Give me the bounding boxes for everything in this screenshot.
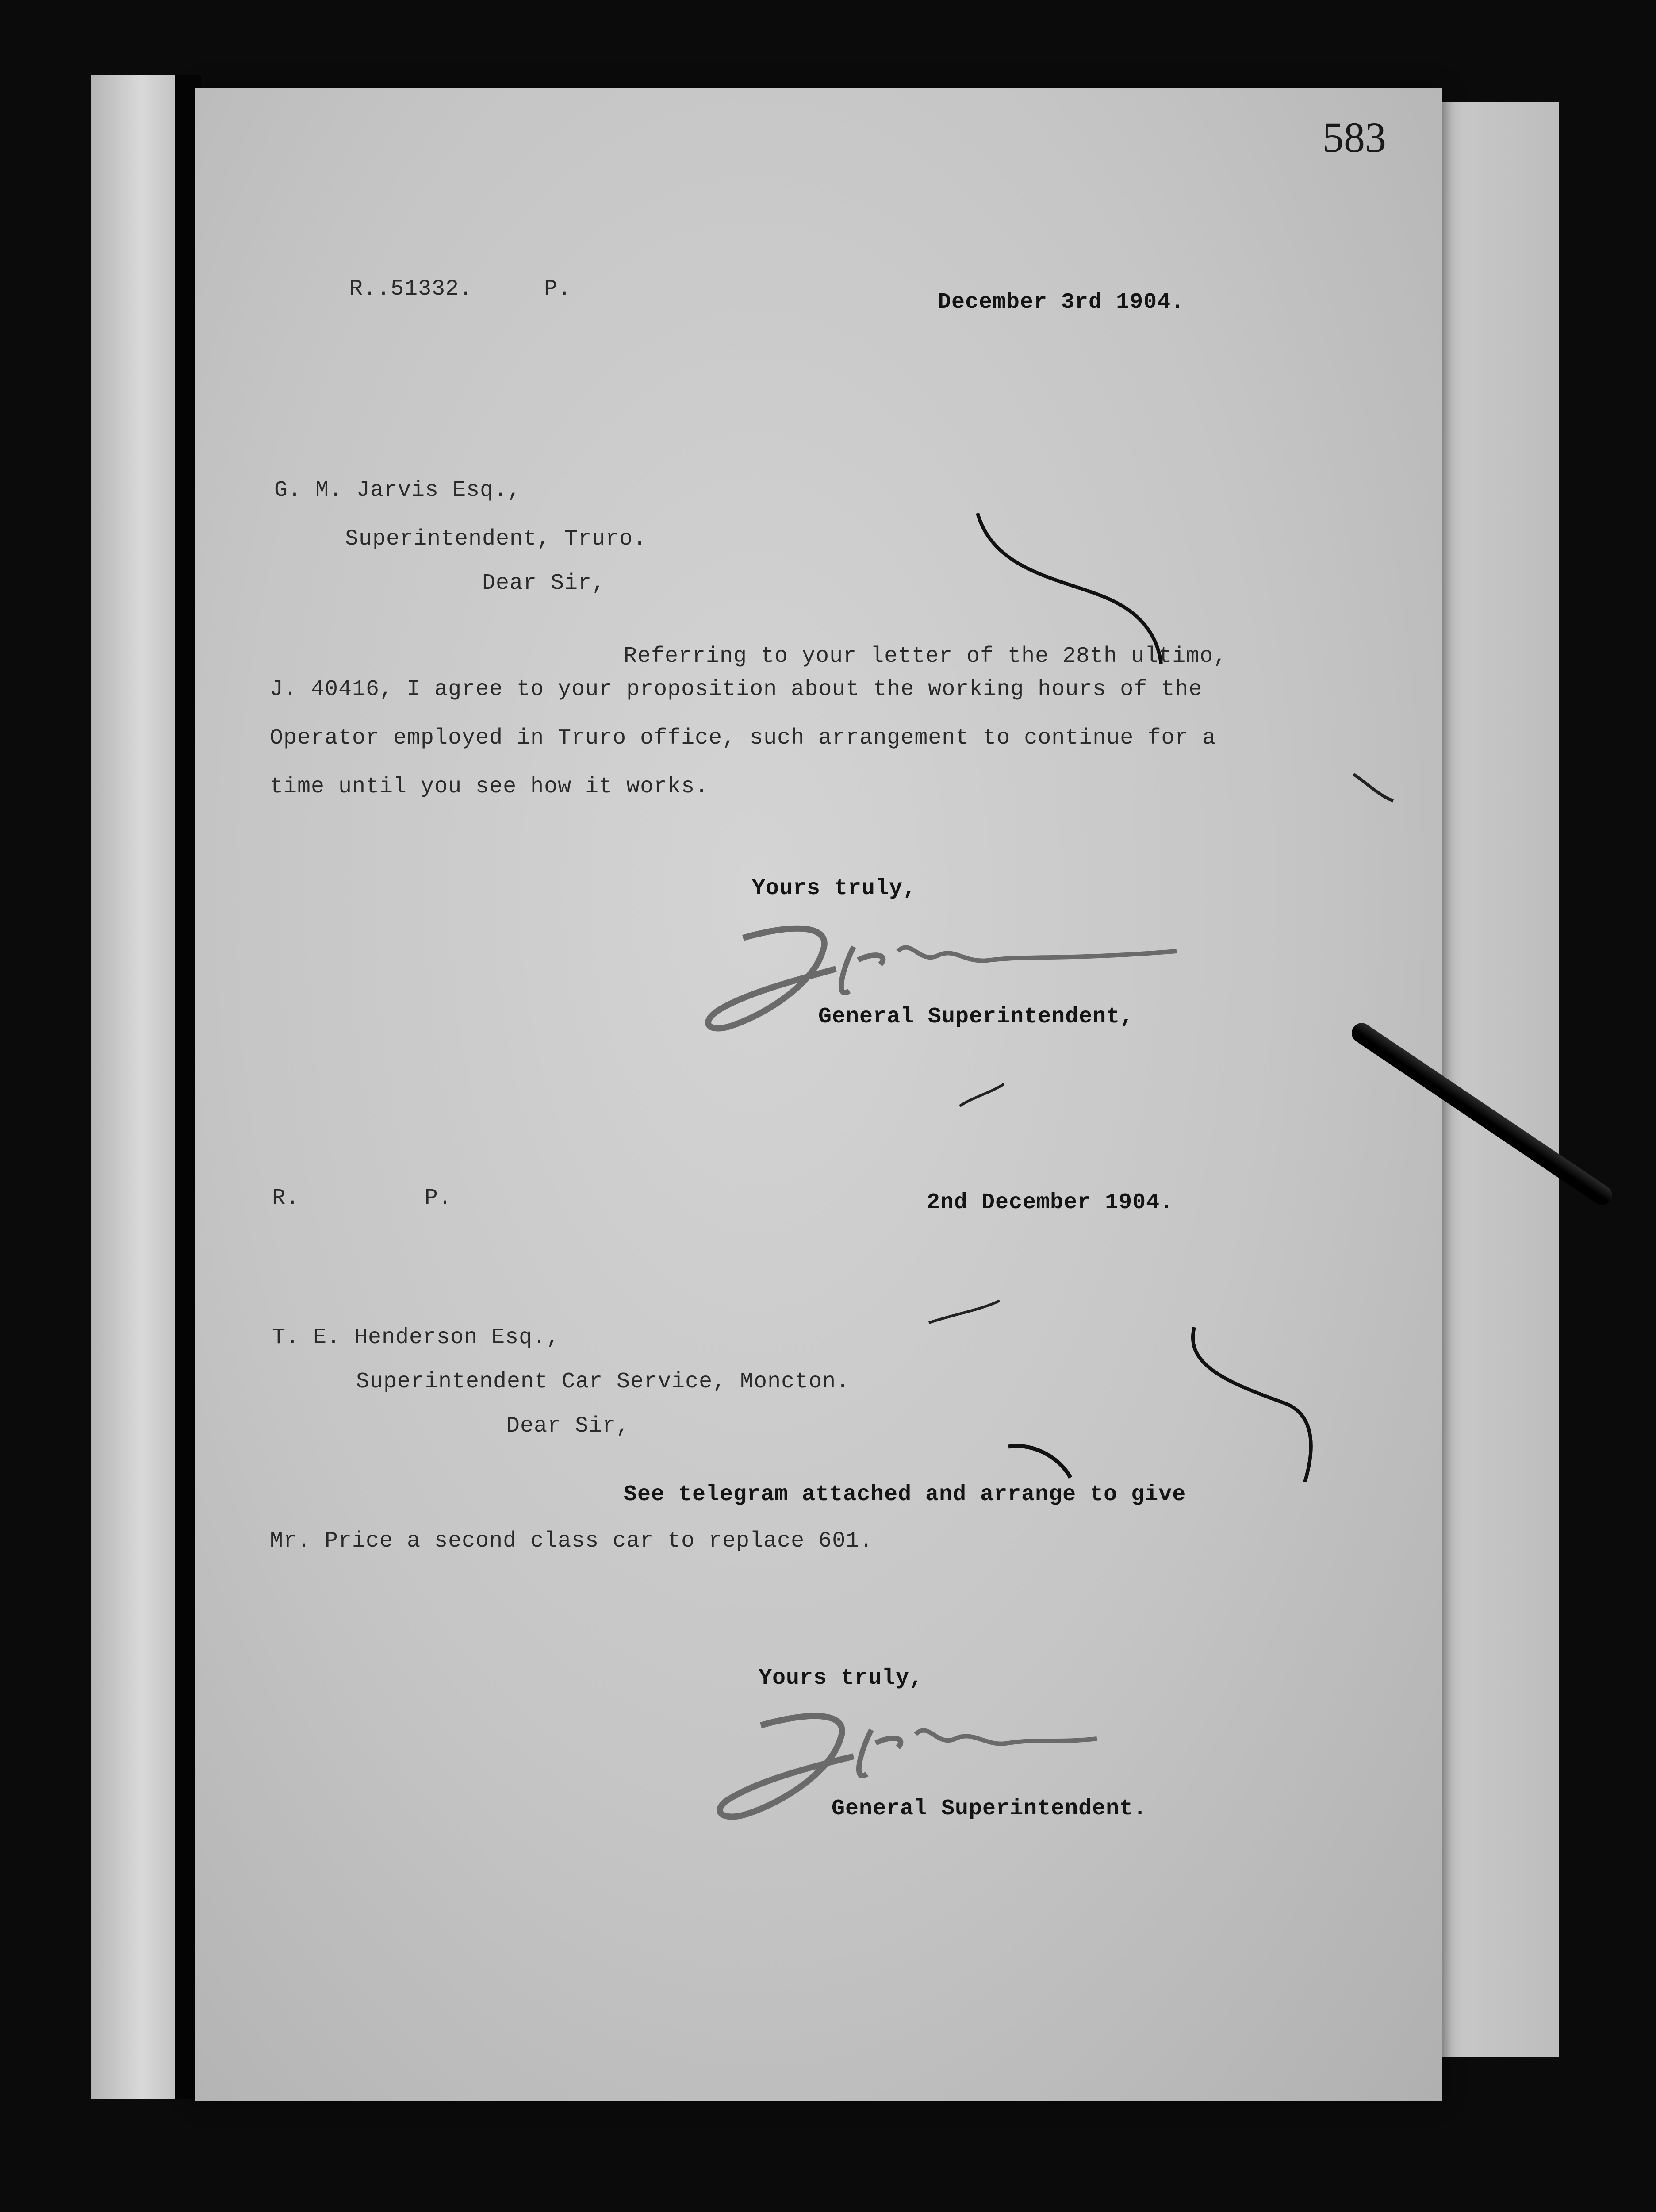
letter1-body-line: Referring to your letter of the 28th ultimo, [624,644,1227,669]
page-number: 583 [1322,114,1386,161]
letter2-date: 2nd December 1904. [927,1190,1174,1215]
letter1-salutation: Dear Sir, [482,571,606,596]
letter1-date: December 3rd 1904. [938,290,1185,315]
letter2-body-line: See telegram attached and arrange to give [624,1482,1186,1507]
letter1-body-line: J. 40416, I agree to your proposition about the working hours of the [270,677,1203,702]
letter1-ref: R..51332. [349,276,473,302]
letter2-signature-title: General Superintendent. [832,1796,1147,1821]
letter2-salutation: Dear Sir, [506,1413,630,1439]
letter2-ref-p: P. [425,1186,452,1211]
letter2-body-line: Mr. Price a second class car to replace 601. [270,1528,874,1554]
letter1-ref-p: P. [544,276,572,302]
letter1-address: Superintendent, Truro. [345,526,647,552]
letter1-body-line: Operator employed in Truro office, such arrangement to continue for a [270,726,1216,751]
letter2-address: Superintendent Car Service, Moncton. [356,1369,850,1394]
letter1-addressee: G. M. Jarvis Esq., [274,478,521,503]
letter1-signature-title: General Superintendent, [818,1004,1134,1029]
letter1-body-line: time until you see how it works. [270,774,709,799]
letter2-addressee: T. E. Henderson Esq., [272,1325,560,1350]
letter2-ref: R. [272,1186,300,1211]
letter1-closing: Yours truly, [752,876,917,901]
letter2-closing: Yours truly, [759,1666,924,1691]
